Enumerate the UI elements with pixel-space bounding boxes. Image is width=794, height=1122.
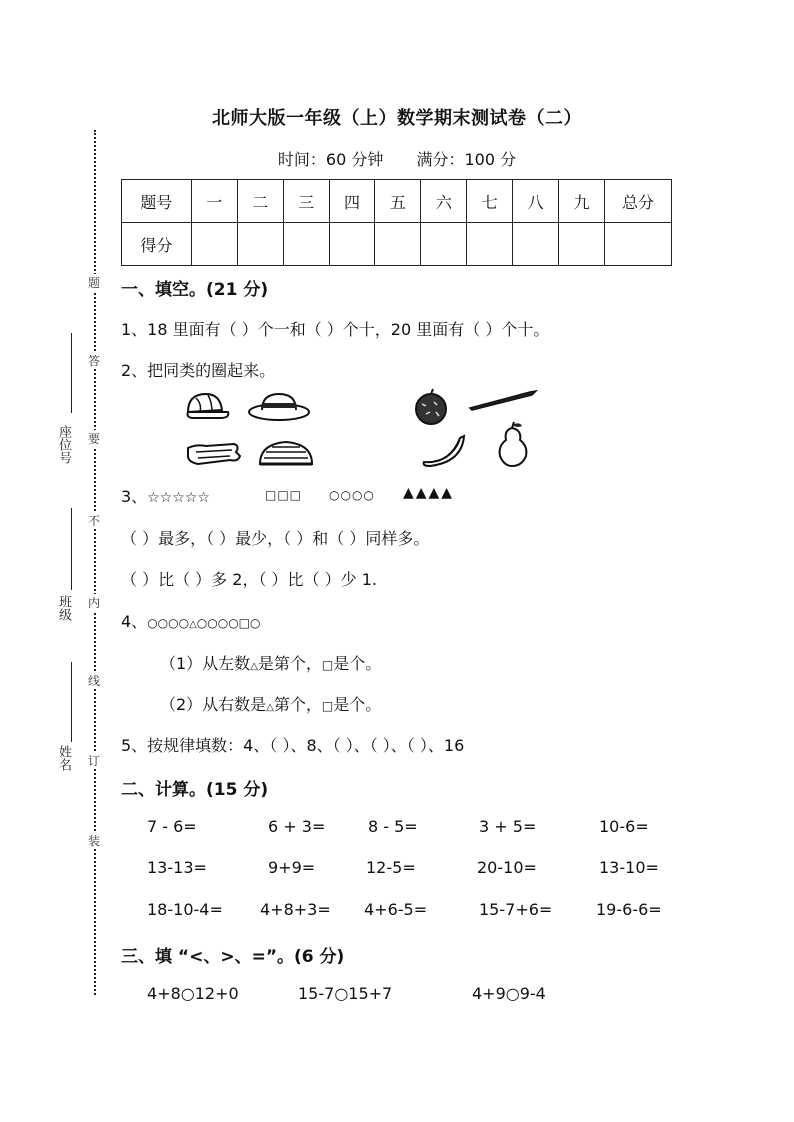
- pear-icon: [494, 420, 530, 468]
- table-cell: 总分: [605, 180, 672, 223]
- question-5: 5、按规律填数：4、（ ）、8、（ ）、（ ）、（ ）、16: [121, 736, 465, 755]
- score-cell[interactable]: [605, 223, 672, 266]
- calc-item: 8 - 5=: [368, 817, 418, 836]
- table-cell: 题号: [122, 180, 192, 223]
- table-cell: 四: [329, 180, 375, 223]
- sequence-square: □: [238, 616, 251, 630]
- stars-group: ☆☆☆☆☆: [147, 490, 210, 506]
- name-blank-line: [71, 662, 72, 742]
- knit-hat-icon: [256, 438, 316, 470]
- exam-full-score: 满分：100 分: [416, 150, 517, 169]
- seat-label: 座位号: [56, 425, 71, 464]
- score-cell[interactable]: [237, 223, 283, 266]
- calc-item: 10-6=: [599, 817, 649, 836]
- question-4-label: 4、: [121, 612, 148, 631]
- compare-item: 4+8○12+0: [147, 984, 239, 1003]
- compare-item: 4+9○9-4: [472, 984, 546, 1003]
- calc-item: 13-10=: [599, 858, 659, 877]
- score-table: [121, 179, 672, 266]
- exam-info: [0, 147, 794, 170]
- calc-item: 20-10=: [477, 858, 537, 877]
- score-cell[interactable]: [191, 223, 237, 266]
- table-cell: 五: [375, 180, 421, 223]
- question-4-part-1: [160, 651, 381, 674]
- question-4-part-2: [160, 692, 381, 715]
- table-cell: 七: [467, 180, 513, 223]
- score-cell[interactable]: [375, 223, 421, 266]
- apple-icon: [412, 388, 450, 426]
- score-table-header-row: [122, 180, 672, 223]
- calc-item: 4+6-5=: [364, 900, 428, 919]
- section-3-heading: 三、填 “<、>、=”。(6 分): [121, 947, 345, 967]
- calc-item: 18-10-4=: [147, 900, 223, 919]
- question-3-line-1: （ ）最多，（ ）最少，（ ）和（ ）同样多。: [121, 529, 430, 548]
- page-title: 北师大版一年级（上）数学期末测试卷（二）: [212, 108, 582, 129]
- score-cell[interactable]: [329, 223, 375, 266]
- table-cell: 得分: [122, 223, 192, 266]
- calc-item: 4+8+3=: [260, 900, 331, 919]
- triangles-group: ▲▲▲▲: [403, 485, 455, 501]
- margin-char: 内: [88, 596, 101, 610]
- calc-item: 9+9=: [268, 858, 316, 877]
- margin-char: 订: [88, 754, 101, 768]
- table-cell: 二: [237, 180, 283, 223]
- table-cell: 九: [559, 180, 605, 223]
- sequence-circles: ○○○○: [196, 616, 239, 630]
- sequence-triangle: △: [189, 619, 197, 630]
- cap-icon: [184, 390, 232, 422]
- section-2-heading: 二、计算。(15 分): [121, 780, 269, 800]
- table-cell: 八: [513, 180, 559, 223]
- compare-item: 15-7○15+7: [298, 984, 393, 1003]
- class-label: 班级: [56, 595, 71, 621]
- name-label: 姓名: [56, 745, 71, 771]
- margin-char: 答: [88, 354, 101, 368]
- seat-blank-line: [71, 333, 72, 413]
- circles-group: ○○○○: [329, 488, 375, 502]
- part-1-text: 是第个，: [257, 654, 322, 673]
- pen-icon: [466, 388, 540, 412]
- score-cell[interactable]: [513, 223, 559, 266]
- triangle-symbol: △: [266, 702, 274, 713]
- margin-char: 题: [88, 276, 101, 290]
- sequence-circles: ○○○○: [147, 616, 190, 630]
- margin-char: 装: [88, 834, 101, 848]
- question-3: [121, 484, 210, 507]
- part-1-text: 是个。: [333, 654, 382, 673]
- question-1: 1、18 里面有（ ）个一和（ ）个十，20 里面有（ ）个十。: [121, 320, 550, 339]
- banana-icon: [420, 432, 470, 468]
- square-symbol: □: [321, 658, 334, 672]
- score-cell[interactable]: [467, 223, 513, 266]
- hat-icon: [246, 388, 312, 422]
- table-cell: 一: [191, 180, 237, 223]
- part-1-text: （1）从左数: [160, 654, 251, 673]
- calc-item: 12-5=: [366, 858, 416, 877]
- margin-char: 不: [88, 514, 101, 528]
- score-cell[interactable]: [421, 223, 467, 266]
- score-cell[interactable]: [559, 223, 605, 266]
- question-3-line-2: （ ）比（ ）多 2，（ ）比（ ）少 1.: [121, 570, 377, 589]
- squares-group: □□□: [265, 488, 303, 502]
- calc-item: 13-13=: [147, 858, 207, 877]
- question-2: 2、把同类的圈起来。: [121, 361, 276, 380]
- square-symbol: □: [321, 699, 334, 713]
- class-blank-line: [71, 508, 72, 590]
- part-2-text: （2）从右数是: [160, 695, 267, 714]
- part-2-text: 第个，: [273, 695, 322, 714]
- exam-time: 时间：60 分钟: [277, 150, 384, 169]
- binding-dotted-line: [94, 130, 96, 995]
- score-cell[interactable]: [283, 223, 329, 266]
- part-2-text: 是个。: [333, 695, 382, 714]
- gloves-icon: [186, 438, 242, 468]
- calc-item: 7 - 6=: [147, 817, 197, 836]
- calc-item: 15-7+6=: [479, 900, 553, 919]
- triangle-symbol: △: [250, 661, 258, 672]
- score-table-score-row: [122, 223, 672, 266]
- section-1-heading: 一、填空。(21 分): [121, 280, 269, 300]
- calc-item: 19-6-6=: [596, 900, 662, 919]
- table-cell: 三: [283, 180, 329, 223]
- margin-char: 要: [88, 432, 101, 446]
- margin-char: 线: [88, 674, 101, 688]
- calc-item: 6 + 3=: [268, 817, 326, 836]
- question-4: [121, 609, 261, 632]
- table-cell: 六: [421, 180, 467, 223]
- sequence-circle: ○: [250, 616, 261, 630]
- calc-item: 3 + 5=: [479, 817, 537, 836]
- question-3-label: 3、: [121, 487, 148, 506]
